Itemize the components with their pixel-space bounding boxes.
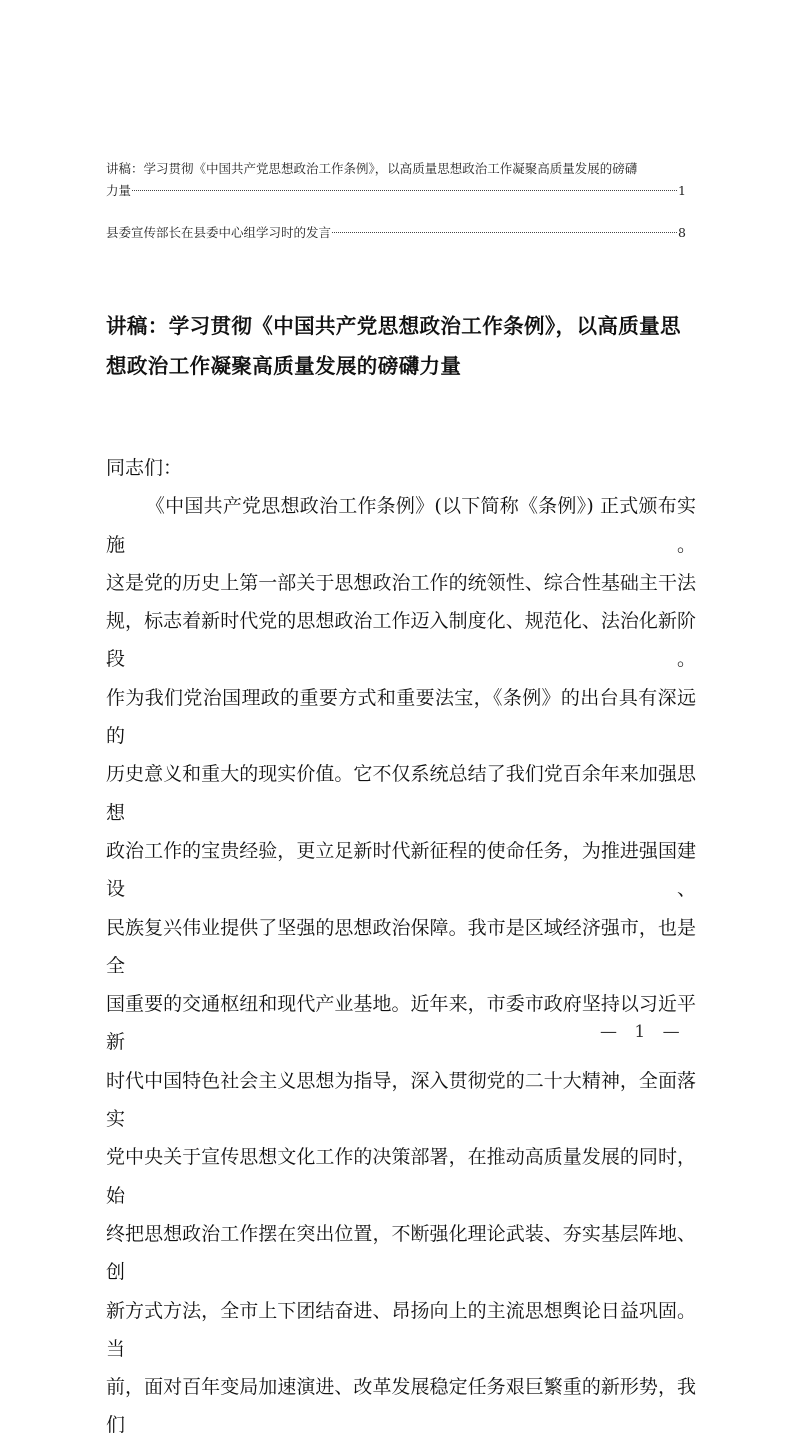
page-number: — 1 — [600,1022,686,1042]
toc-entry-line [106,222,686,244]
toc-entry[interactable] [106,222,686,244]
toc-entry[interactable] [106,158,686,202]
toc-dot-leader [332,231,677,233]
paragraph-line: 时代中国特色社会主义思想为指导，深入贯彻党的二十大精神，全面落实 [106,1069,696,1131]
title-line: 想政治工作凝聚高质量发展的磅礴力量 [106,354,462,378]
paragraph [106,487,696,1444]
document-title [106,306,706,386]
paragraph-line: 新方式方法，全市上下团结奋进、昂扬向上的主流思想舆论日益巩固。当 [106,1299,696,1360]
paragraph-line: 历史意义和重大的现实价值。它不仅系统总结了我们党百余年来加强思想 [106,763,696,824]
toc-entry-title: 县委宣传部长在县委中心组学习时的发言 [106,225,332,240]
toc-entry-title-continued: 力量 [106,183,132,198]
toc-dot-leader [132,189,677,191]
paragraph-line: 政治工作的宝贵经验，更立足新时代新征程的使命任务，为推进强国建设、 [106,839,696,901]
salutation: 同志们： [106,457,183,479]
toc-page-number: 8 [678,225,686,240]
toc-entry-line [106,180,686,202]
toc-entry-line [106,158,686,180]
paragraph-line: 《中国共产党思想政治工作条例》(以下简称《条例》) 正式颁布实施。 [106,495,696,556]
toc-page-number: 1 [678,183,686,198]
paragraph-line: 作为我们党治国理政的重要方式和重要法宝，《条例》的出台具有深远的 [106,686,696,748]
paragraph-line: 党中央关于宣传思想文化工作的决策部署，在推动高质量发展的同时，始 [106,1146,696,1207]
paragraph-line: 前，面对百年变局加速演进、改革发展稳定任务艰巨繁重的新形势，我们 [106,1376,696,1437]
paragraph-line: 这是党的历史上第一部关于思想政治工作的统领性、综合性基础主干法 [106,571,696,594]
paragraph-line: 国重要的交通枢纽和现代产业基地。近年来，市委市政府坚持以习近平新 [106,993,696,1054]
body-text [106,449,696,1445]
table-of-contents [106,158,686,244]
paragraph-line: 民族复兴伟业提供了坚强的思想政治保障。我市是区域经济强市，也是全 [106,916,696,977]
title-line: 讲稿：学习贯彻《中国共产党思想政治工作条例》，以高质量思 [106,314,681,338]
paragraph-line: 终把思想政治工作摆在突出位置，不断强化理论武装、夯实基层阵地、创 [106,1222,696,1284]
paragraph-line: 规，标志着新时代党的思想政治工作迈入制度化、规范化、法治化新阶段。 [106,610,696,671]
toc-entry-title: 讲稿：学习贯彻《中国共产党思想政治工作条例》，以高质量思想政治工作凝聚高质量发展的磅礴 [106,161,638,176]
